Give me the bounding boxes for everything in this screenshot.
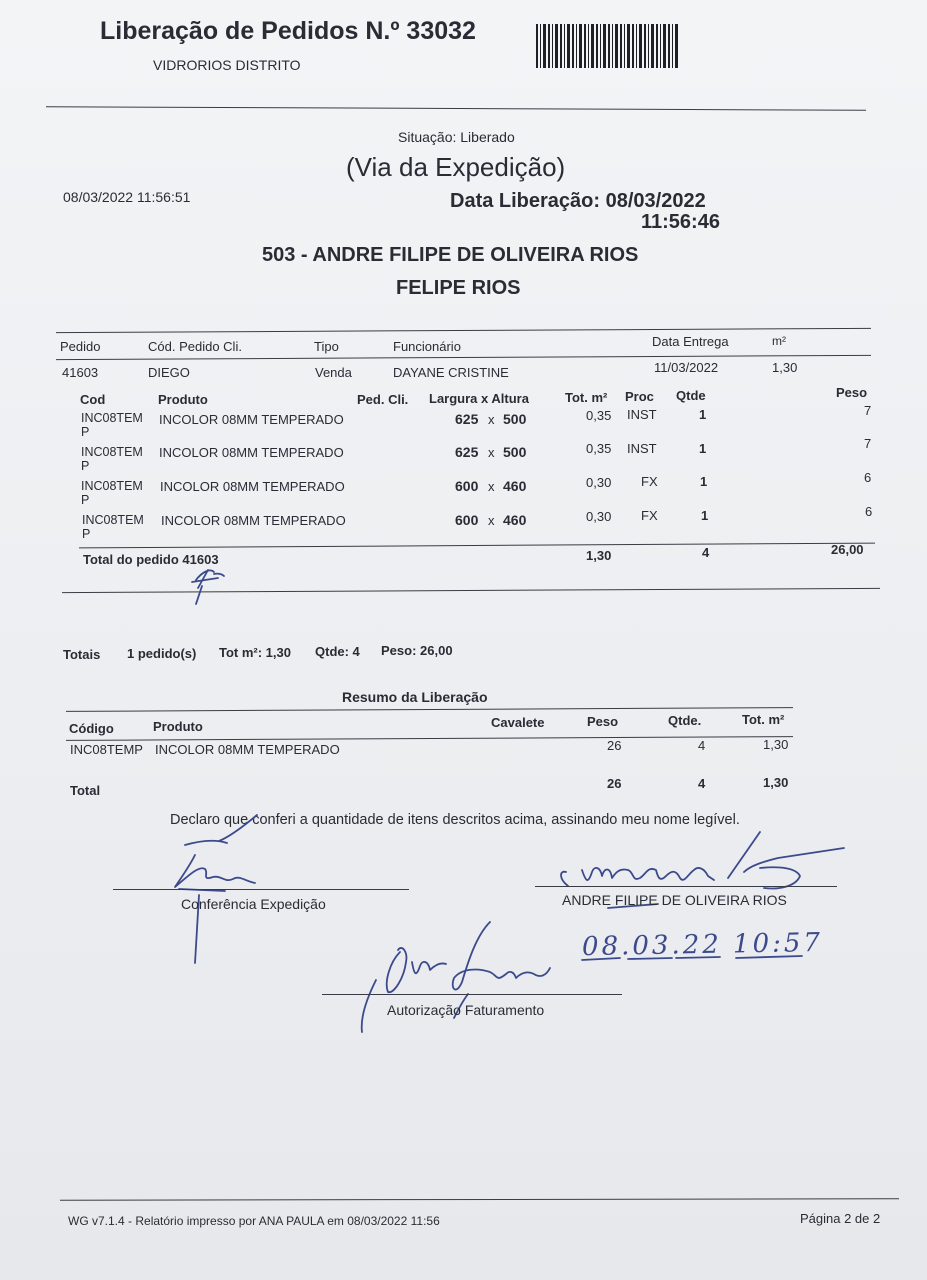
- item-qtde: 1: [699, 407, 707, 422]
- order-total-label: Total do pedido 41603: [83, 552, 219, 567]
- summary-col-peso: Peso: [587, 714, 619, 729]
- summary-tot-m2: 1,30: [763, 737, 789, 752]
- client-name: 503 - ANDRE FILIPE DE OLIVEIRA RIOS: [262, 244, 639, 266]
- item-x: x: [488, 513, 495, 528]
- col-ped-cli: Ped. Cli.: [357, 392, 409, 407]
- order-table-bottom-rule: [62, 588, 880, 593]
- item-proc: INST: [627, 441, 657, 456]
- item-proc: FX: [641, 474, 658, 489]
- footer-page-number: Página 2 de 2: [800, 1211, 881, 1226]
- item-x: x: [488, 479, 495, 494]
- order-m2: 1,30: [772, 360, 798, 375]
- totals-qtde: Qtde: 4: [315, 644, 360, 659]
- order-cod-cli: DIEGO: [148, 365, 190, 380]
- totals-label: Totais: [63, 647, 101, 662]
- summary-codigo: INC08TEMP: [70, 742, 143, 757]
- handwritten-date-underline-icon: [580, 952, 830, 966]
- summary-top-rule: [66, 707, 793, 712]
- summary-col-cavalete: Cavalete: [491, 715, 545, 730]
- summary-total-tot-m2: 1,30: [763, 775, 789, 790]
- totals-pedidos: 1 pedido(s): [127, 646, 197, 661]
- footer-rule: [60, 1198, 899, 1200]
- item-cod: INC08TEMP: [82, 513, 144, 541]
- item-produto: INCOLOR 08MM TEMPERADO: [161, 513, 346, 528]
- item-peso: 6: [864, 470, 872, 485]
- conferencia-label: Conferência Expedição: [181, 896, 326, 912]
- summary-header-rule: [66, 736, 793, 741]
- item-altura: 460: [503, 478, 527, 494]
- client-signature-name: ANDRE FILIPE DE OLIVEIRA RIOS: [562, 892, 787, 908]
- summary-total-peso: 26: [607, 776, 622, 791]
- order-header-rule: [56, 355, 871, 360]
- client-signature-line: [535, 886, 837, 887]
- item-produto: INCOLOR 08MM TEMPERADO: [159, 445, 344, 460]
- item-x: x: [488, 445, 495, 460]
- order-total-rule: [79, 543, 875, 549]
- col-cod-pedido-cli: Cód. Pedido Cli.: [148, 339, 242, 354]
- handwritten-date: 08.03.22 10:57: [581, 927, 824, 963]
- col-funcionario: Funcionário: [393, 339, 461, 354]
- summary-produto: INCOLOR 08MM TEMPERADO: [155, 742, 340, 757]
- item-peso: 7: [864, 403, 872, 418]
- item-cod: INC08TEMP: [81, 445, 143, 473]
- item-peso: 6: [865, 504, 873, 519]
- order-table-top-rule: [56, 328, 871, 333]
- release-date: Data Liberação: 08/03/2022: [450, 190, 706, 212]
- col-qtde: Qtde: [676, 388, 706, 403]
- item-proc: FX: [641, 508, 658, 523]
- totals-peso: Peso: 26,00: [381, 643, 453, 658]
- item-produto: INCOLOR 08MM TEMPERADO: [159, 412, 344, 427]
- item-qtde: 1: [700, 474, 708, 489]
- item-proc: INST: [627, 407, 657, 422]
- signature-conferencia-icon: [165, 815, 275, 965]
- col-cod: Cod: [80, 392, 106, 407]
- summary-total-label: Total: [70, 783, 101, 798]
- order-data-entrega: 11/03/2022: [654, 360, 719, 375]
- item-tot-m2: 0,30: [586, 509, 612, 524]
- item-x: x: [488, 412, 495, 427]
- printed-at: 08/03/2022 11:56:51: [63, 189, 191, 205]
- signature-autorizacao-icon: [350, 922, 570, 1037]
- col-pedido: Pedido: [60, 339, 101, 354]
- item-cod: INC08TEMP: [81, 479, 143, 507]
- summary-col-qtde: Qtde.: [668, 713, 702, 728]
- order-funcionario: DAYANE CRISTINE: [393, 365, 509, 380]
- autorizacao-label: Autorização Faturamento: [387, 1002, 545, 1018]
- col-tot-m2: Tot. m²: [565, 390, 608, 405]
- summary-total-qtde: 4: [698, 776, 706, 791]
- document-title: Liberação de Pedidos N.º 33032: [100, 17, 476, 45]
- autorizacao-signature-line: [322, 994, 622, 995]
- item-tot-m2: 0,35: [586, 408, 612, 423]
- handwritten-mark-icon: [188, 560, 228, 610]
- item-cod: INC08TEMP: [81, 411, 143, 439]
- order-total-m2: 1,30: [586, 548, 612, 563]
- summary-title: Resumo da Liberação: [342, 689, 488, 705]
- situation: Situação: Liberado: [398, 129, 515, 145]
- item-produto: INCOLOR 08MM TEMPERADO: [160, 479, 345, 494]
- item-tot-m2: 0,30: [586, 475, 612, 490]
- col-proc: Proc: [625, 389, 654, 404]
- item-largura: 600: [455, 478, 479, 494]
- item-largura: 625: [455, 411, 479, 427]
- client-nickname: FELIPE RIOS: [396, 277, 521, 299]
- barcode: [536, 24, 678, 68]
- item-tot-m2: 0,35: [586, 441, 612, 456]
- col-m2: m²: [772, 334, 786, 348]
- summary-col-produto: Produto: [153, 719, 203, 734]
- footer-printed-by: WG v7.1.4 - Relatório impresso por ANA PAULA em 08/03/2022 11:56: [68, 1214, 440, 1228]
- summary-col-tot-m2: Tot. m²: [742, 712, 785, 727]
- item-altura: 460: [503, 512, 527, 528]
- conferencia-signature-line: [113, 889, 409, 890]
- company-name: VIDRORIOS DISTRITO: [153, 57, 301, 73]
- col-data-entrega: Data Entrega: [652, 334, 729, 349]
- order-pedido: 41603: [62, 365, 99, 380]
- col-peso: Peso: [836, 385, 868, 400]
- header-divider: [46, 106, 866, 111]
- item-altura: 500: [503, 444, 527, 460]
- order-tipo: Venda: [315, 365, 352, 380]
- item-largura: 625: [455, 444, 479, 460]
- item-altura: 500: [503, 411, 527, 427]
- declaration-text: Declaro que conferi a quantidade de itens descritos acima, assinando meu nome legível.: [170, 812, 740, 828]
- item-peso: 7: [864, 436, 872, 451]
- col-dimensions: Largura x Altura: [429, 391, 529, 406]
- totals-tot-m2: Tot m²: 1,30: [219, 645, 291, 660]
- col-produto: Produto: [158, 392, 208, 407]
- order-total-qtde: 4: [702, 545, 710, 560]
- item-largura: 600: [455, 512, 479, 528]
- item-qtde: 1: [701, 508, 709, 523]
- release-time: 11:56:46: [641, 211, 720, 233]
- order-total-peso: 26,00: [831, 542, 864, 557]
- summary-qtde: 4: [698, 738, 706, 753]
- via-label: (Via da Expedição): [346, 152, 566, 182]
- item-qtde: 1: [699, 441, 707, 456]
- summary-col-codigo: Código: [69, 721, 114, 736]
- col-tipo: Tipo: [314, 339, 339, 354]
- summary-peso: 26: [607, 738, 622, 753]
